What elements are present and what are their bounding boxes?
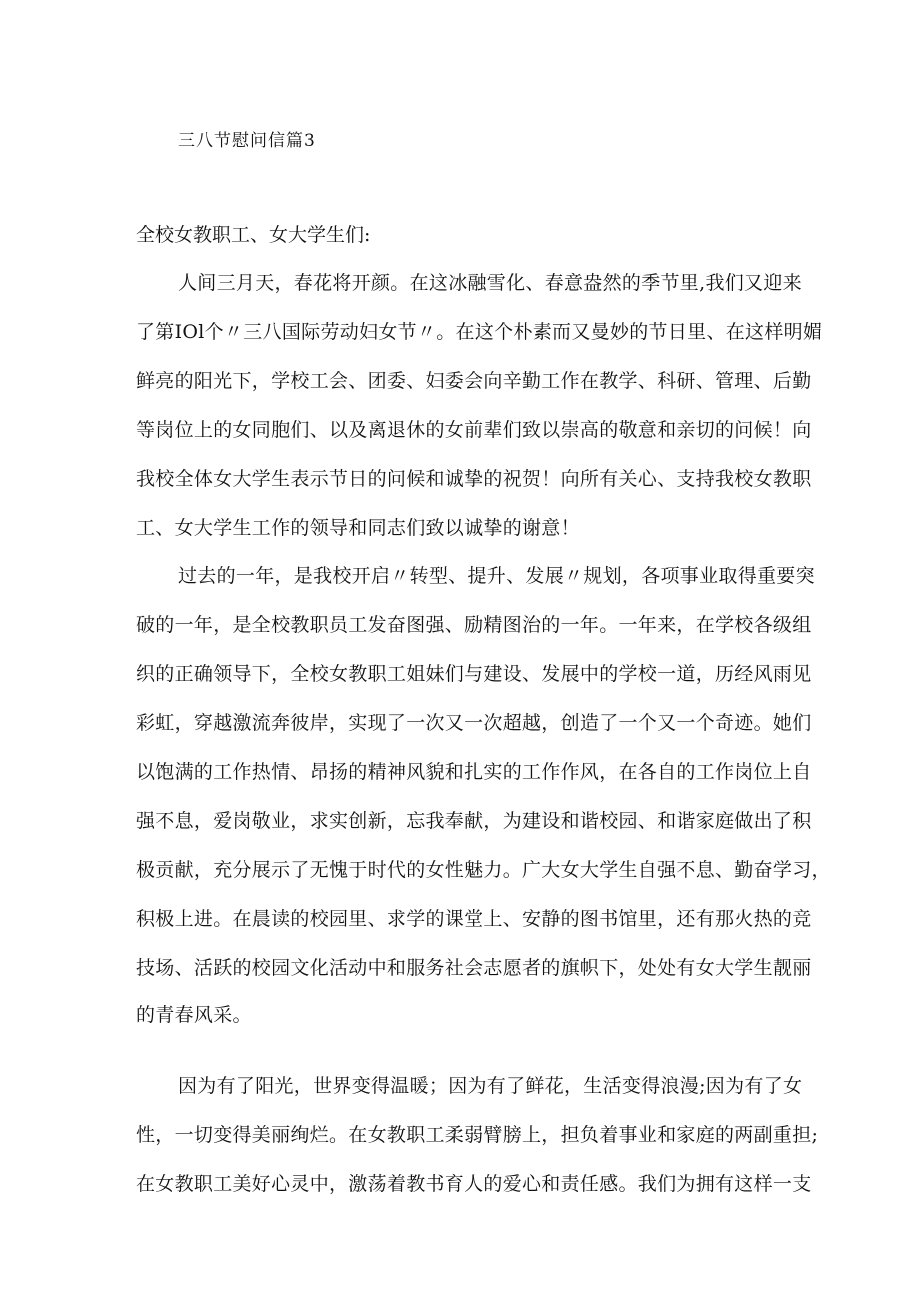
- paragraph-3-line-3: 在女教职工美好心灵中，激荡着教书育人的爱心和责任感。我们为拥有这样一支: [136, 1173, 812, 1195]
- paragraph-1-line-4: 等岗位上的女同胞们、以及离退休的女前辈们致以崇高的敬意和亲切的问候！向: [136, 419, 812, 441]
- paragraph-1-line-3: 鲜亮的阳光下，学校工会、团委、妇委会向辛勤工作在教学、科研、管理、后勤: [136, 370, 812, 392]
- paragraph-1-line-5: 我校全体女大学生表示节日的问候和诚挚的祝贺！向所有关心、支持我校女教职: [136, 468, 812, 490]
- paragraph-2-line-7: 极贡献，充分展示了无愧于时代的女性魅力。广大女大学生自强不息、勤奋学习，: [136, 859, 831, 881]
- paragraph-3-line-2: 性，一切变得美丽绚烂。在女教职工柔弱臂膀上，担负着事业和家庭的两副重担;: [136, 1124, 819, 1146]
- paragraph-2-line-4: 彩虹，穿越激流奔彼岸，实现了一次又一次超越，创造了一个又一个奇迹。她们: [136, 712, 812, 734]
- document-title: 三八节慰问信篇3: [178, 131, 316, 151]
- paragraph-3-line-1: 因为有了阳光，世界变得温暖；因为有了鲜花，生活变得浪漫;因为有了女: [178, 1075, 803, 1097]
- paragraph-2-line-9: 技场、活跃的校园文化活动中和服务社会志愿者的旗帜下，处处有女大学生靓丽: [136, 957, 812, 979]
- paragraph-1-line-1: 人间三月天，春花将开颜。在这冰融雪化、春意盎然的季节里,我们又迎来: [178, 272, 802, 294]
- paragraph-2-line-3: 织的正确领导下，全校女教职工姐妹们与建设、发展中的学校一道，历经风雨见: [136, 663, 812, 685]
- paragraph-2-line-6: 强不息，爱岗敬业，求实创新，忘我奉献，为建设和谐校园、和谐家庭做出了积: [136, 810, 812, 832]
- paragraph-2-line-10: 的青春风采。: [136, 1004, 252, 1026]
- paragraph-1-line-2: 了第IOl个〃三八国际劳动妇女节〃。在这个朴素而又曼妙的节日里、在这样明媚: [136, 321, 823, 343]
- paragraph-2-line-8: 积极上进。在晨读的校园里、求学的课堂上、安静的图书馆里，还有那火热的竞: [136, 908, 812, 930]
- paragraph-1-line-6: 工、女大学生工作的领导和同志们致以诚挚的谢意！: [136, 517, 580, 539]
- paragraph-2-line-1: 过去的一年，是我校开启〃转型、提升、发展〃规划，各项事业取得重要突: [178, 565, 815, 587]
- salutation: 全校女教职工、女大学生们:: [136, 224, 371, 246]
- paragraph-2-line-2: 破的一年，是全校教职员工发奋图强、励精图治的一年。一年来，在学校各级组: [136, 614, 812, 636]
- paragraph-2-line-5: 以饱满的工作热情、昂扬的精神风貌和扎实的工作作风，在各自的工作岗位上自: [136, 761, 812, 783]
